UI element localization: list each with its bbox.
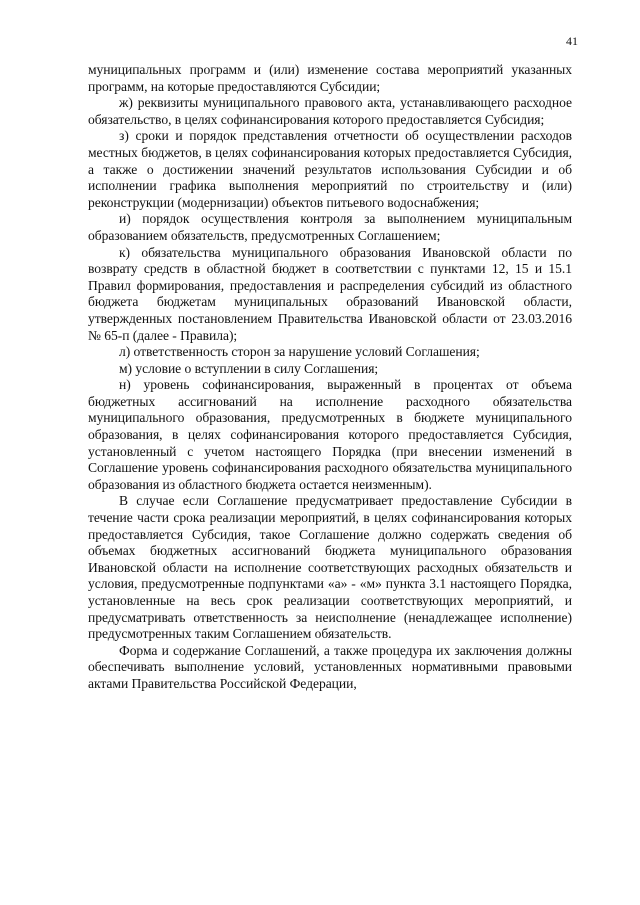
- paragraph-continuation: муниципальных программ и (или) изменение состава мероприятий указанных программ, на которые предоставляются Субсидии;: [88, 62, 572, 94]
- paragraph-item-k: к) обязательства муниципального образования Ивановской области по возврату средств в областной бюджет в соответствии с пунктами 12, 15 и 15.1 Правил формирования, предоставления и распределения субсидий из областного бюджета бюджетам муниципальных образований Ивановской области, утвержденных постановлением Правительства Ивановской области от 23.03.2016 № 65-п (далее - Правила);: [88, 244, 572, 343]
- paragraph-partial-term: В случае если Соглашение предусматривает предоставление Субсидии в течение части срока реализации мероприятий, в целях софинансирования которых предоставляется Субсидия, такое Соглашение должно содержать сведения об объемах бюджетных ассигнований бюджета муниципального образования Ивановской области на исполнение соответствующих расходных обязательств и условия, предусмотренные подпунктами «а» - «м» пункта 3.1 настоящего Порядка, установленные на весь срок реализации соответствующих мероприятий, и предусматривать ответственность за неисполнение (ненадлежащее исполнение) предусмотренных таким Соглашением обязательств.: [88, 493, 572, 642]
- paragraph-item-n: н) уровень софинансирования, выраженный в процентах от объема бюджетных ассигнований на исполнение расходного обязательства муниципального образования, предусмотренных в бюджете муниципального образования, в целях софинансирования которого предоставляется Субсидия, установленный с учетом настоящего Порядка (при внесении изменений в Соглашение уровень софинансирования расходного обязательства муниципального образования из областного бюджета остается неизменным).: [88, 377, 572, 492]
- paragraph-item-z: з) сроки и порядок представления отчетности об осуществлении расходов местных бюджетов, в целях софинансирования которых предоставляется Субсидия, а также о достижении значений результатов использования Субсидии и об исполнении графика выполнения мероприятий по строительству и (или) реконструкции (модернизации) объектов питьевого водоснабжения;: [88, 128, 572, 210]
- document-body: [88, 62, 572, 693]
- paragraph-item-zh: ж) реквизиты муниципального правового акта, устанавливающего расходное обязательство, в целях софинансирования которого предоставляется Субсидия;: [88, 95, 572, 127]
- page-number: 41: [566, 34, 578, 48]
- paragraph-item-l: л) ответственность сторон за нарушение условий Соглашения;: [119, 344, 480, 360]
- paragraph-item-m: м) условие о вступлении в силу Соглашения;: [119, 360, 379, 376]
- paragraph-item-i: и) порядок осуществления контроля за выполнением муниципальным образованием обязательств, предусмотренных Соглашением;: [88, 211, 572, 243]
- paragraph-agreement-form: Форма и содержание Соглашений, а также процедура их заключения должны обеспечивать выполнение условий, установленных нормативными правовыми актами Правительства Российской Федерации,: [88, 642, 572, 691]
